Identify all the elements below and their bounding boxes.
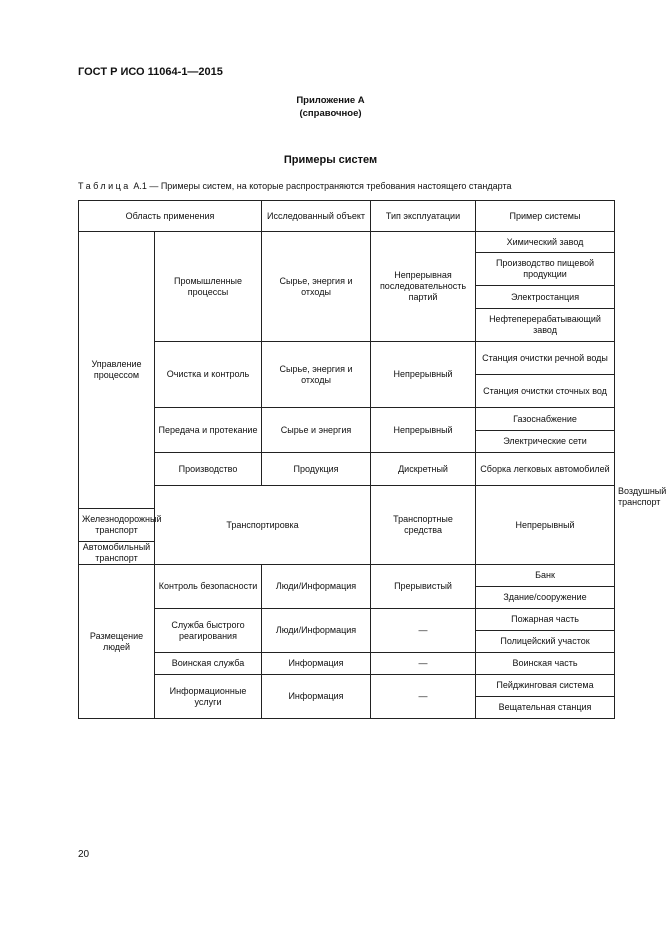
example-cell: Воинская часть [476,653,615,675]
example-cell: Банк [476,565,615,587]
operation-type-cell: Непрерывный [371,408,476,453]
subarea-cell: Производство [155,453,262,486]
operation-type-cell: — [371,609,476,653]
subarea-cell: Информационные услуги [155,675,262,719]
example-cell: Нефтеперерабатывающий завод [476,309,615,342]
example-cell: Электрические сети [476,431,615,453]
object-cell: Информация [262,675,371,719]
object-cell: Информация [262,653,371,675]
table-row [79,675,615,697]
table-row: Транспортировка Транспортные средства Непрерывный Воздушный транспорт [79,486,615,509]
table-row [79,232,615,253]
example-cell: Пейджинговая система [476,675,615,697]
page-number: 20 [78,849,90,860]
operation-type-cell: Прерывистый [371,565,476,609]
object-cell: Транспортные средства [371,486,476,565]
object-cell: Люди/Информация [262,565,371,609]
document-code: ГОСТ Р ИСО 11064-1—2015 [78,66,223,78]
object-cell: Сырье и энергия [262,408,371,453]
table-row [79,408,615,431]
header-application-area: Область применения [79,201,262,232]
table-caption [78,181,512,191]
systems-table [78,200,666,719]
operation-type-cell: Непрерывный [371,342,476,408]
example-cell: Вещательная станция [476,697,615,719]
object-cell: Люди/Информация [262,609,371,653]
area-cell: Транспортировка [155,486,371,565]
header-system-example: Пример системы [476,201,615,232]
object-cell: Сырье, энергия и отходы [262,232,371,342]
operation-type-cell: — [371,653,476,675]
table-row [79,453,615,486]
example-cell: Автомобильный транспорт [79,542,155,565]
subarea-cell: Контроль безопасности [155,565,262,609]
subarea-cell: Очистка и контроль [155,342,262,408]
example-cell: Сборка легковых автомобилей [476,453,615,486]
example-cell: Железнодорожный транспорт [79,509,155,542]
table-row [79,609,615,631]
appendix-title: Приложение А [296,95,365,106]
header-operation-type: Тип эксплуатации [371,201,476,232]
table-row [79,342,615,375]
section-title: Примеры систем [283,154,378,166]
operation-type-cell: Непрерывный [476,486,615,565]
table-row [79,565,615,587]
operation-type-cell: — [371,675,476,719]
appendix-heading [0,94,661,120]
example-cell: Станция очистки сточных вод [476,375,615,408]
operation-type-cell: Дискретный [371,453,476,486]
appendix-subtitle: (справочное) [299,108,362,119]
example-cell: Станция очистки речной воды [476,342,615,375]
subarea-cell: Передача и протекание [155,408,262,453]
operation-type-cell: Непрерывная последовательность партий [371,232,476,342]
example-cell: Электростанция [476,286,615,309]
subarea-cell: Воинская служба [155,653,262,675]
subarea-cell: Промышленные процессы [155,232,262,342]
example-cell: Полицейский участок [476,631,615,653]
example-cell: Здание/сооружение [476,587,615,609]
example-cell: Производство пищевой продукции [476,253,615,286]
area-cell: Управление процессом [79,232,155,509]
example-cell: Газоснабжение [476,408,615,431]
example-cell: Химический завод [476,232,615,253]
area-cell: Размещение людей [79,565,155,719]
object-cell: Продукция [262,453,371,486]
table-header-row [79,201,615,232]
header-studied-object: Исследованный объект [262,201,371,232]
example-cell: Пожарная часть [476,609,615,631]
object-cell: Сырье, энергия и отходы [262,342,371,408]
table-caption-label: Таблица [78,181,131,191]
table-row [79,653,615,675]
subarea-cell: Служба быстрого реагирования [155,609,262,653]
table-caption-text: А.1 — Примеры систем, на которые распространяются требования настоящего стандарта [133,181,512,191]
